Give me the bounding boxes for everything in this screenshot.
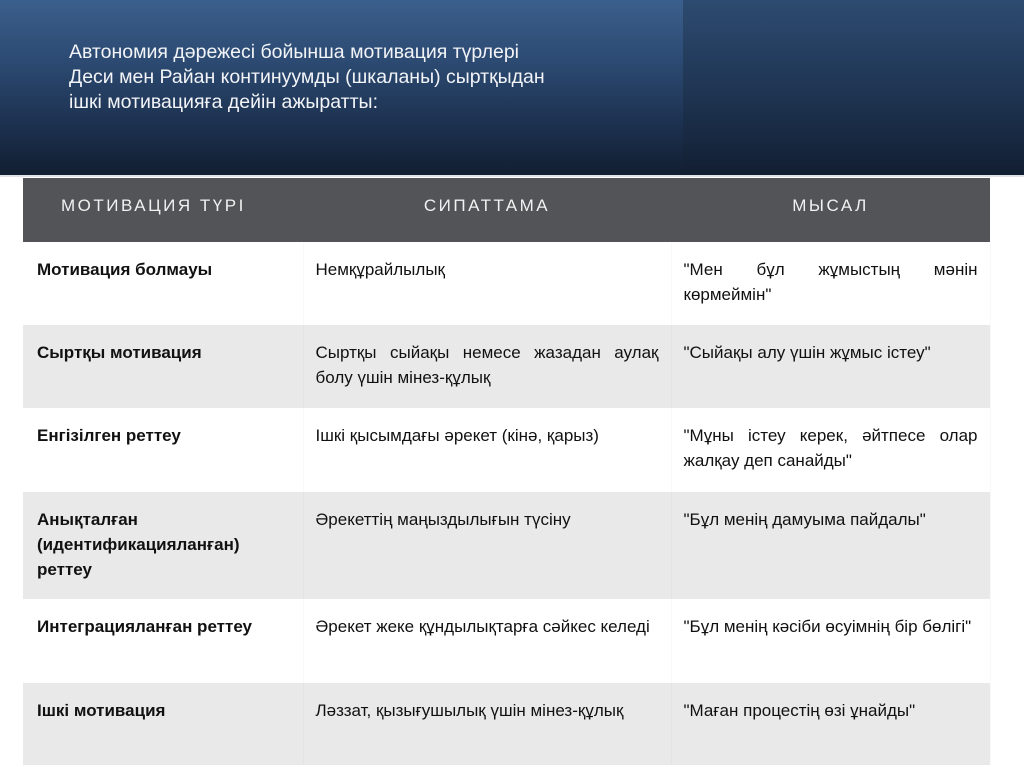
table-row [23, 683, 990, 765]
cell-example: "Бұл менің дамуыма пайдалы" [671, 492, 990, 599]
header-example: МЫСАЛ [671, 178, 990, 242]
cell-type: Анықталған (идентификацияланған) реттеу [23, 492, 303, 599]
motivation-types-table [23, 178, 991, 765]
cell-description: Немқұрайлылық [303, 242, 671, 325]
cell-description: Ләззат, қызығушылық үшін мінез-құлық [303, 683, 671, 765]
cell-type: Ішкі мотивация [23, 683, 303, 765]
cell-example: "Мұны істеу керек, әйтпесе олар жалқау деп санайды" [671, 408, 990, 492]
cell-type: Енгізілген реттеу [23, 408, 303, 492]
table-row [23, 408, 990, 492]
header-description: СИПАТТАМА [303, 178, 671, 242]
table-row [23, 492, 990, 599]
title-banner [0, 0, 1024, 175]
slide-title [69, 40, 669, 115]
banner-accent-panel [683, 0, 1024, 175]
cell-description: Сыртқы сыйақы немесе жазадан аулақ болу үшін мінез-құлық [303, 325, 671, 408]
cell-type: Интеграцияланған реттеу [23, 599, 303, 683]
table-row [23, 325, 990, 408]
table-header-row [23, 178, 990, 242]
title-line-3: ішкі мотивацияға дейін ажыратты: [69, 91, 378, 113]
cell-description: Әрекеттің маңыздылығын түсіну [303, 492, 671, 599]
cell-description: Әрекет жеке құндылықтарға сәйкес келеді [303, 599, 671, 683]
cell-description: Ішкі қысымдағы әрекет (кінә, қарыз) [303, 408, 671, 492]
cell-example: "Маған процестің өзі ұнайды" [671, 683, 990, 765]
cell-example: "Сыйақы алу үшін жұмыс істеу" [671, 325, 990, 408]
cell-type: Сыртқы мотивация [23, 325, 303, 408]
cell-example: "Мен бұл жұмыстың мәнін көрмеймін" [671, 242, 990, 325]
header-motivation-type: МОТИВАЦИЯ ТҮРІ [23, 178, 303, 242]
cell-type: Мотивация болмауы [23, 242, 303, 325]
title-line-1: Автономия дәрежесі бойынша мотивация түрлері [69, 41, 519, 63]
cell-example: "Бұл менің кәсіби өсуімнің бір бөлігі" [671, 599, 990, 683]
title-line-2: Деси мен Райан континуумды (шкаланы) сыртқыдан [69, 66, 545, 88]
table-row [23, 242, 990, 325]
banner-divider [0, 175, 1024, 177]
table-row [23, 599, 990, 683]
